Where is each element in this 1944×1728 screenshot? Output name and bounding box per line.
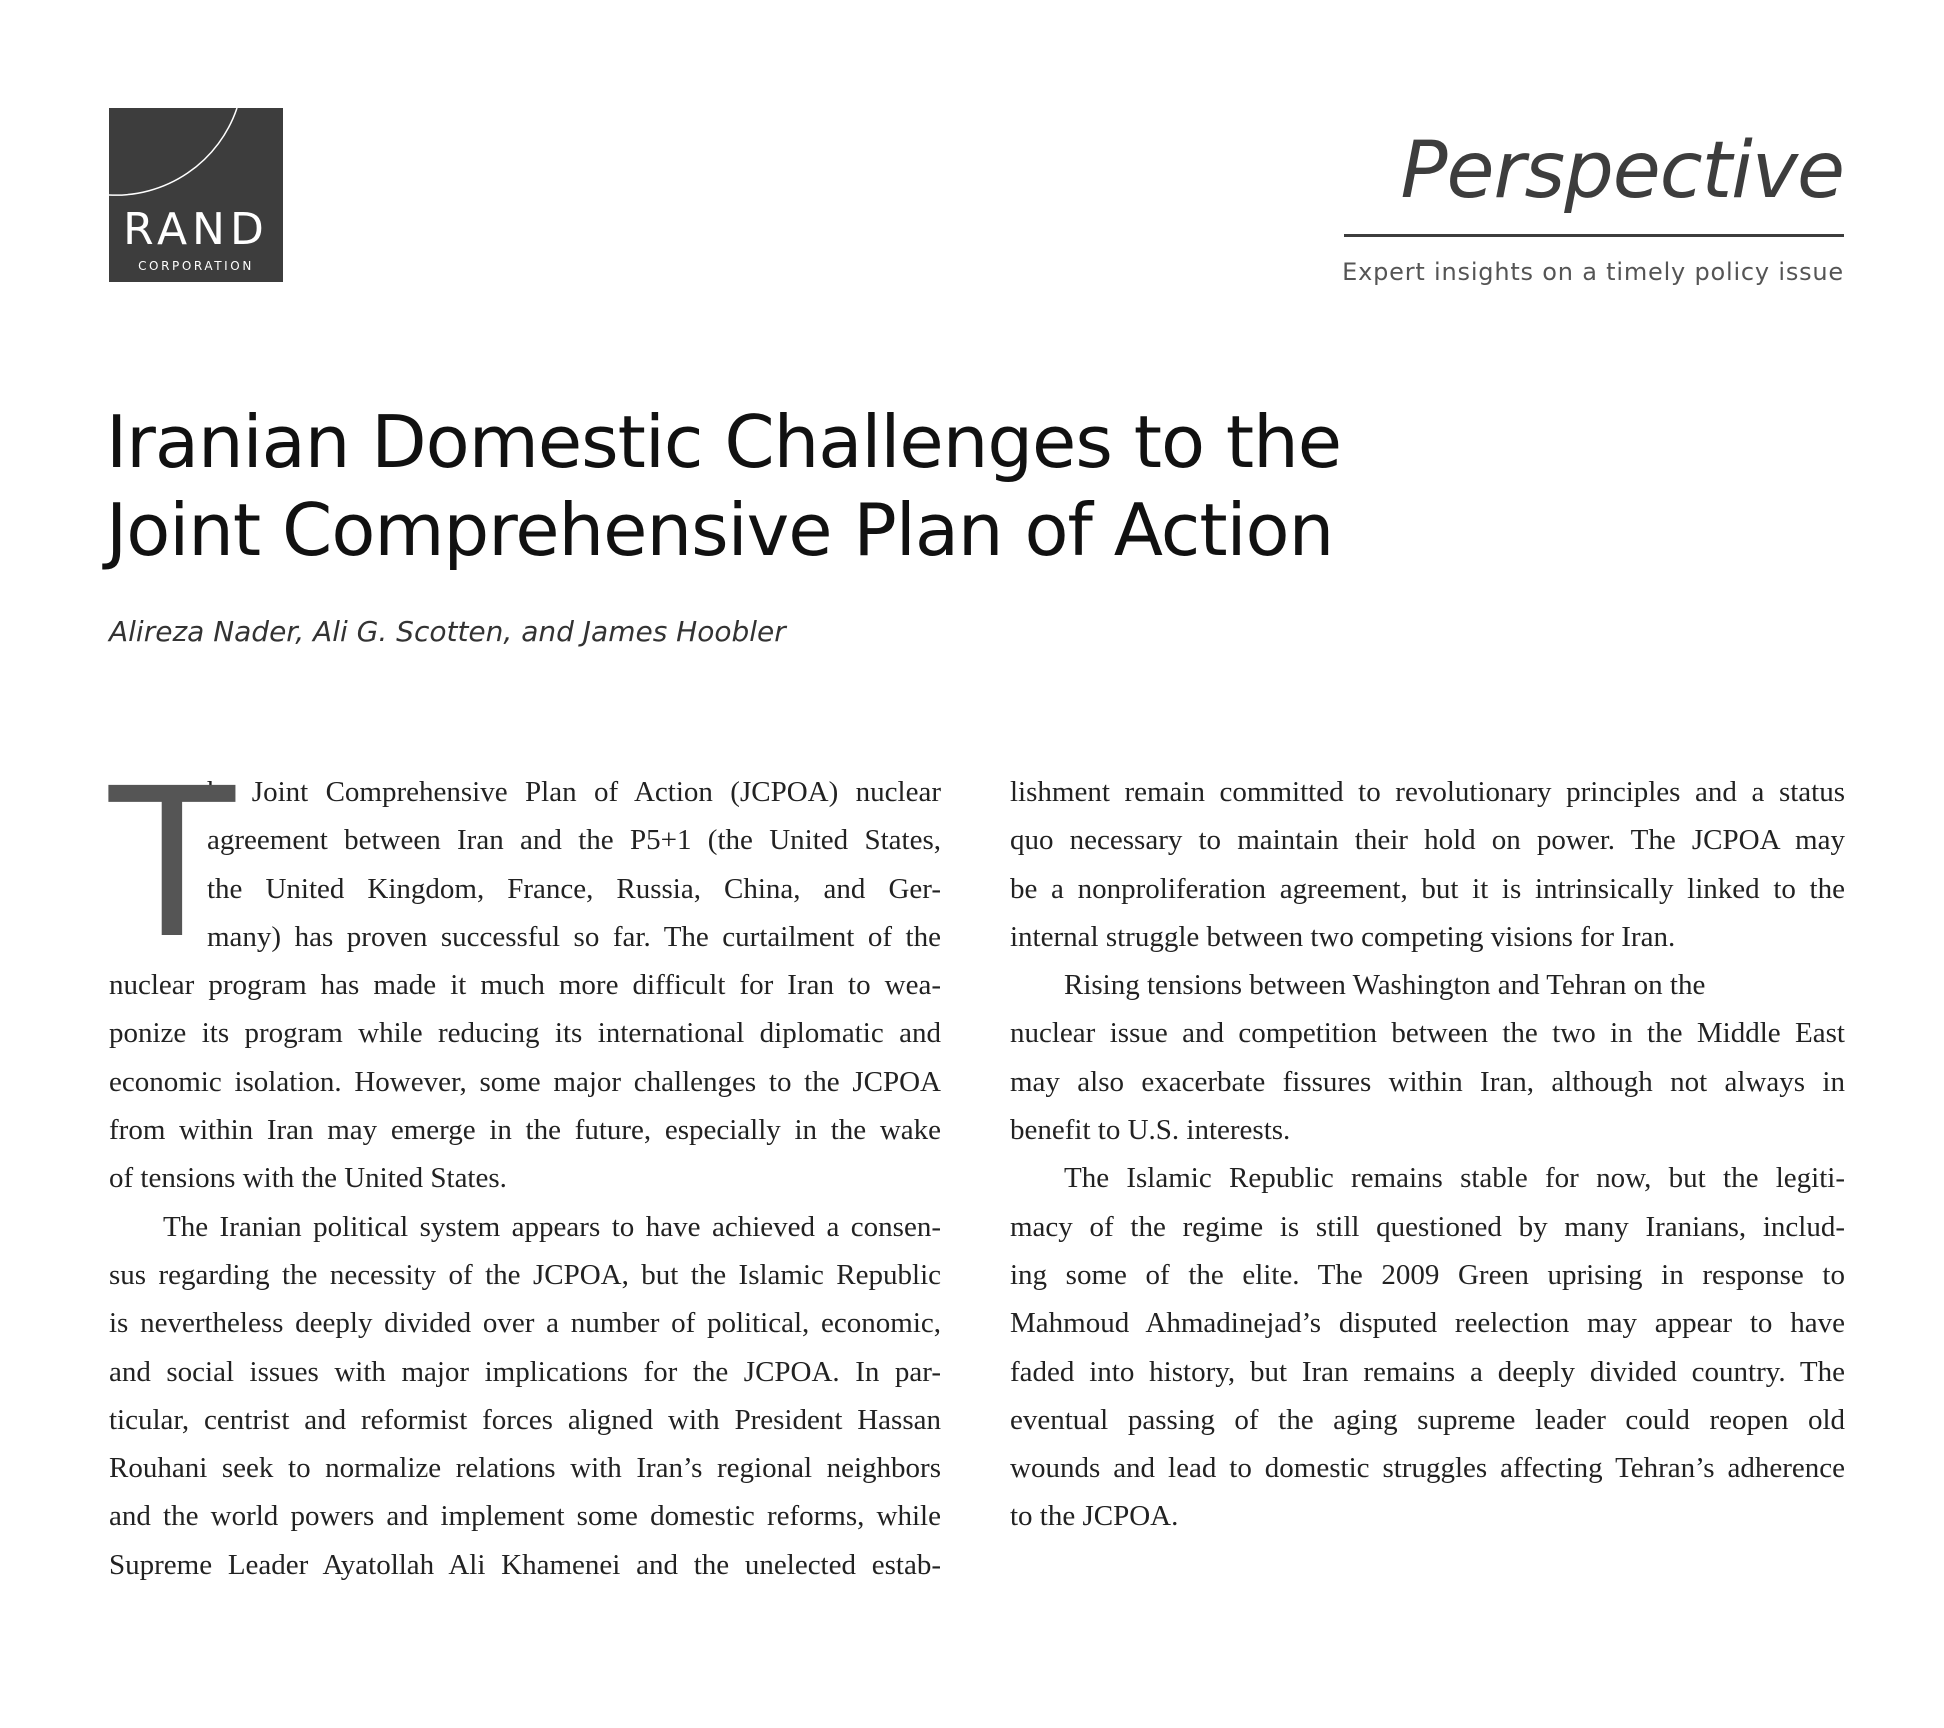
text-line: nuclear issue and competition between the two in the Middle East <box>1010 1017 1845 1050</box>
text-line: from within Iran may emerge in the future, especially in the wake <box>109 1114 941 1147</box>
body-column-left <box>109 744 941 1589</box>
text-line: ticular, centrist and reformist forces aligned with President Hassan <box>109 1403 941 1436</box>
body-column-right <box>1010 768 1845 1541</box>
text-line: wounds and lead to domestic struggles affecting Tehran’s adherence <box>1010 1452 1845 1485</box>
text-line: internal struggle between two competing visions for Iran. <box>1010 920 1676 953</box>
text-line: and social issues with major implications for the JCPOA. In par- <box>109 1355 941 1388</box>
text-line: lishment remain committed to revolutionary principles and a status <box>1010 776 1845 808</box>
text-line: quo necessary to maintain their hold on power. The JCPOA may <box>1010 824 1845 857</box>
text-line: The Islamic Republic remains stable for now, but the legiti- <box>1064 1162 1845 1195</box>
text-line: be a nonproliferation agreement, but it is intrinsically linked to the <box>1010 872 1845 905</box>
text-line: economic isolation. However, some major challenges to the JCPOA <box>109 1065 941 1098</box>
text-line: ing some of the elite. The 2009 Green uprising in response to <box>1010 1258 1845 1291</box>
text-line: faded into history, but Iran remains a deeply divided country. The <box>1010 1355 1845 1388</box>
title-line: Iranian Domestic Challenges to the <box>106 400 1342 484</box>
page-title <box>106 398 1406 574</box>
title-line: Joint Comprehensive Plan of Action <box>106 488 1334 572</box>
text-line: ponize its program while reducing its international diplomatic and <box>109 1017 941 1050</box>
text-line: benefit to U.S. interests. <box>1010 1114 1291 1147</box>
text-line: he Joint Comprehensive Plan of Action (JCPOA) nuclear <box>207 776 941 808</box>
logo-name: RAND <box>123 204 269 255</box>
text-line: eventual passing of the aging supreme leader could reopen old <box>1010 1403 1845 1436</box>
author-list: Alireza Nader, Ali G. Scotten, and James Hoobler <box>109 615 786 648</box>
text-line: Rising tensions between Washington and Tehran on the <box>1064 969 1706 1002</box>
text-line: macy of the regime is still questioned by many Iranians, includ- <box>1010 1210 1845 1243</box>
text-line: of tensions with the United States. <box>109 1162 507 1195</box>
logo-arc-icon <box>109 108 283 282</box>
text-line: The Iranian political system appears to have achieved a consen- <box>163 1210 941 1243</box>
logo-subtitle: CORPORATION <box>138 259 254 273</box>
rand-logo <box>109 108 283 282</box>
text-line: nuclear program has made it much more difficult for Iran to wea- <box>109 969 941 1002</box>
text-line: may also exacerbate fissures within Iran, although not always in <box>1010 1065 1845 1098</box>
series-label: Perspective <box>1400 126 1844 216</box>
text-line: Supreme Leader Ayatollah Ali Khamenei and the unelected estab- <box>109 1548 941 1581</box>
text-line: Mahmoud Ahmadinejad’s disputed reelection may appear to have <box>1010 1307 1845 1340</box>
text-line: Rouhani seek to normalize relations with Iran’s regional neighbors <box>109 1452 941 1485</box>
text-line: the United Kingdom, France, Russia, China, and Ger- <box>207 872 941 905</box>
text-line: is nevertheless deeply divided over a number of political, economic, <box>109 1307 941 1340</box>
header-divider <box>1344 234 1844 237</box>
text-line: sus regarding the necessity of the JCPOA, but the Islamic Republic <box>109 1258 941 1291</box>
text-line: and the world powers and implement some domestic reforms, while <box>109 1500 941 1533</box>
text-line: agreement between Iran and the P5+1 (the United States, <box>207 824 941 857</box>
drop-cap: T <box>109 744 235 984</box>
series-tagline: Expert insights on a timely policy issue <box>1342 258 1844 286</box>
text-line: to the JCPOA. <box>1010 1500 1179 1533</box>
text-line: many) has proven successful so far. The curtailment of the <box>207 920 941 953</box>
